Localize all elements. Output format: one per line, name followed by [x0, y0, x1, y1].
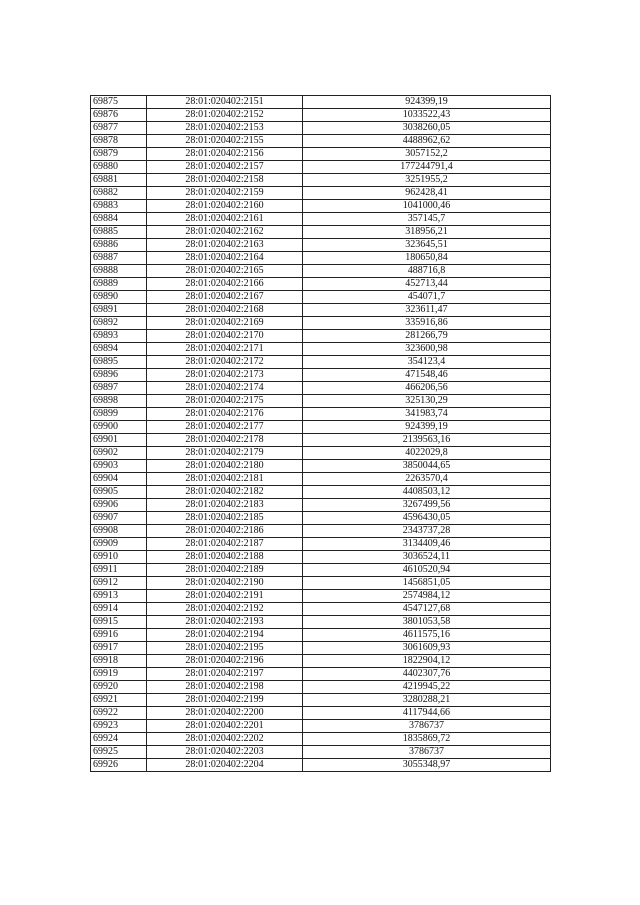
value-cell: 180650,84	[303, 252, 551, 265]
value-cell: 4219945,22	[303, 681, 551, 694]
cadastral-number-cell: 28:01:020402:2173	[147, 369, 303, 382]
cadastral-number-cell: 28:01:020402:2160	[147, 200, 303, 213]
value-cell: 4596430,05	[303, 512, 551, 525]
row-number-cell: 69883	[91, 200, 147, 213]
table-row	[91, 200, 551, 213]
value-cell: 1033522,43	[303, 109, 551, 122]
row-number-cell: 69876	[91, 109, 147, 122]
cadastral-number-cell: 28:01:020402:2201	[147, 720, 303, 733]
table-row	[91, 330, 551, 343]
table-row	[91, 668, 551, 681]
row-number-cell: 69891	[91, 304, 147, 317]
row-number-cell: 69875	[91, 96, 147, 109]
cadastral-number-cell: 28:01:020402:2197	[147, 668, 303, 681]
cadastral-number-cell: 28:01:020402:2153	[147, 122, 303, 135]
row-number-cell: 69877	[91, 122, 147, 135]
cadastral-number-cell: 28:01:020402:2170	[147, 330, 303, 343]
value-cell: 357145,7	[303, 213, 551, 226]
row-number-cell: 69919	[91, 668, 147, 681]
value-cell: 281266,79	[303, 330, 551, 343]
value-cell: 924399,19	[303, 421, 551, 434]
row-number-cell: 69880	[91, 161, 147, 174]
value-cell: 3786737	[303, 720, 551, 733]
table-row	[91, 616, 551, 629]
table-row	[91, 265, 551, 278]
value-cell: 1835869,72	[303, 733, 551, 746]
row-number-cell: 69882	[91, 187, 147, 200]
value-cell: 1456851,05	[303, 577, 551, 590]
cadastral-number-cell: 28:01:020402:2178	[147, 434, 303, 447]
row-number-cell: 69884	[91, 213, 147, 226]
value-cell: 3134409,46	[303, 538, 551, 551]
row-number-cell: 69895	[91, 356, 147, 369]
cadastral-number-cell: 28:01:020402:2163	[147, 239, 303, 252]
value-cell: 454071,7	[303, 291, 551, 304]
row-number-cell: 69905	[91, 486, 147, 499]
row-number-cell: 69901	[91, 434, 147, 447]
value-cell: 4402307,76	[303, 668, 551, 681]
row-number-cell: 69896	[91, 369, 147, 382]
row-number-cell: 69916	[91, 629, 147, 642]
table-row	[91, 408, 551, 421]
cadastral-number-cell: 28:01:020402:2157	[147, 161, 303, 174]
table-body	[91, 96, 551, 772]
cadastral-number-cell: 28:01:020402:2151	[147, 96, 303, 109]
table-row	[91, 304, 551, 317]
value-cell: 3038260,05	[303, 122, 551, 135]
table-row	[91, 161, 551, 174]
cadastral-number-cell: 28:01:020402:2168	[147, 304, 303, 317]
row-number-cell: 69904	[91, 473, 147, 486]
cadastral-number-cell: 28:01:020402:2159	[147, 187, 303, 200]
value-cell: 1041000,46	[303, 200, 551, 213]
row-number-cell: 69889	[91, 278, 147, 291]
table-row	[91, 590, 551, 603]
table-row	[91, 551, 551, 564]
value-cell: 354123,4	[303, 356, 551, 369]
row-number-cell: 69913	[91, 590, 147, 603]
value-cell: 962428,41	[303, 187, 551, 200]
cadastral-number-cell: 28:01:020402:2166	[147, 278, 303, 291]
value-cell: 3055348,97	[303, 759, 551, 772]
cadastral-number-cell: 28:01:020402:2188	[147, 551, 303, 564]
cadastral-number-cell: 28:01:020402:2165	[147, 265, 303, 278]
row-number-cell: 69921	[91, 694, 147, 707]
table-row	[91, 317, 551, 330]
table-row	[91, 655, 551, 668]
cadastral-number-cell: 28:01:020402:2158	[147, 174, 303, 187]
row-number-cell: 69911	[91, 564, 147, 577]
table-row	[91, 109, 551, 122]
cadastral-number-cell: 28:01:020402:2175	[147, 395, 303, 408]
cadastral-number-cell: 28:01:020402:2167	[147, 291, 303, 304]
row-number-cell: 69918	[91, 655, 147, 668]
value-cell: 3267499,56	[303, 499, 551, 512]
cadastral-value-table	[90, 95, 551, 772]
table-row	[91, 486, 551, 499]
table-row	[91, 226, 551, 239]
value-cell: 3280288,21	[303, 694, 551, 707]
cadastral-number-cell: 28:01:020402:2176	[147, 408, 303, 421]
table-row	[91, 460, 551, 473]
value-cell: 3251955,2	[303, 174, 551, 187]
table-row	[91, 96, 551, 109]
row-number-cell: 69923	[91, 720, 147, 733]
value-cell: 2263570,4	[303, 473, 551, 486]
row-number-cell: 69917	[91, 642, 147, 655]
value-cell: 4547127,68	[303, 603, 551, 616]
cadastral-number-cell: 28:01:020402:2186	[147, 525, 303, 538]
row-number-cell: 69903	[91, 460, 147, 473]
cadastral-number-cell: 28:01:020402:2180	[147, 460, 303, 473]
value-cell: 323611,47	[303, 304, 551, 317]
row-number-cell: 69922	[91, 707, 147, 720]
cadastral-number-cell: 28:01:020402:2189	[147, 564, 303, 577]
table-row	[91, 681, 551, 694]
value-cell: 3850044,65	[303, 460, 551, 473]
row-number-cell: 69900	[91, 421, 147, 434]
cadastral-number-cell: 28:01:020402:2187	[147, 538, 303, 551]
table-row	[91, 135, 551, 148]
value-cell: 924399,19	[303, 96, 551, 109]
value-cell: 4611575,16	[303, 629, 551, 642]
cadastral-number-cell: 28:01:020402:2199	[147, 694, 303, 707]
row-number-cell: 69906	[91, 499, 147, 512]
table-row	[91, 174, 551, 187]
value-cell: 471548,46	[303, 369, 551, 382]
value-cell: 323645,51	[303, 239, 551, 252]
row-number-cell: 69886	[91, 239, 147, 252]
row-number-cell: 69893	[91, 330, 147, 343]
cadastral-number-cell: 28:01:020402:2174	[147, 382, 303, 395]
value-cell: 3057152,2	[303, 148, 551, 161]
value-cell: 2139563,16	[303, 434, 551, 447]
row-number-cell: 69902	[91, 447, 147, 460]
row-number-cell: 69897	[91, 382, 147, 395]
row-number-cell: 69885	[91, 226, 147, 239]
value-cell: 3061609,93	[303, 642, 551, 655]
cadastral-number-cell: 28:01:020402:2204	[147, 759, 303, 772]
row-number-cell: 69920	[91, 681, 147, 694]
row-number-cell: 69887	[91, 252, 147, 265]
value-cell: 4488962,62	[303, 135, 551, 148]
row-number-cell: 69890	[91, 291, 147, 304]
value-cell: 3801053,58	[303, 616, 551, 629]
cadastral-number-cell: 28:01:020402:2161	[147, 213, 303, 226]
value-cell: 318956,21	[303, 226, 551, 239]
cadastral-number-cell: 28:01:020402:2182	[147, 486, 303, 499]
cadastral-number-cell: 28:01:020402:2200	[147, 707, 303, 720]
row-number-cell: 69898	[91, 395, 147, 408]
value-cell: 325130,29	[303, 395, 551, 408]
value-cell: 177244791,4	[303, 161, 551, 174]
table-row	[91, 525, 551, 538]
value-cell: 4610520,94	[303, 564, 551, 577]
cadastral-number-cell: 28:01:020402:2202	[147, 733, 303, 746]
row-number-cell: 69915	[91, 616, 147, 629]
value-cell: 4117944,66	[303, 707, 551, 720]
cadastral-number-cell: 28:01:020402:2152	[147, 109, 303, 122]
row-number-cell: 69879	[91, 148, 147, 161]
table-row	[91, 278, 551, 291]
table-row	[91, 447, 551, 460]
table-row	[91, 382, 551, 395]
table-row	[91, 499, 551, 512]
value-cell: 466206,56	[303, 382, 551, 395]
row-number-cell: 69914	[91, 603, 147, 616]
table-row	[91, 395, 551, 408]
row-number-cell: 69878	[91, 135, 147, 148]
table-row	[91, 538, 551, 551]
table-row	[91, 148, 551, 161]
row-number-cell: 69881	[91, 174, 147, 187]
cadastral-number-cell: 28:01:020402:2179	[147, 447, 303, 460]
table-row	[91, 252, 551, 265]
row-number-cell: 69907	[91, 512, 147, 525]
cadastral-number-cell: 28:01:020402:2169	[147, 317, 303, 330]
value-cell: 4408503,12	[303, 486, 551, 499]
value-cell: 4022029,8	[303, 447, 551, 460]
table-row	[91, 707, 551, 720]
table-row	[91, 434, 551, 447]
row-number-cell: 69909	[91, 538, 147, 551]
cadastral-number-cell: 28:01:020402:2192	[147, 603, 303, 616]
table-row	[91, 187, 551, 200]
row-number-cell: 69899	[91, 408, 147, 421]
value-cell: 3786737	[303, 746, 551, 759]
row-number-cell: 69910	[91, 551, 147, 564]
cadastral-number-cell: 28:01:020402:2191	[147, 590, 303, 603]
table-row	[91, 577, 551, 590]
table-row	[91, 213, 551, 226]
row-number-cell: 69912	[91, 577, 147, 590]
cadastral-number-cell: 28:01:020402:2203	[147, 746, 303, 759]
row-number-cell: 69908	[91, 525, 147, 538]
cadastral-number-cell: 28:01:020402:2195	[147, 642, 303, 655]
row-number-cell: 69894	[91, 343, 147, 356]
table-row	[91, 291, 551, 304]
row-number-cell: 69924	[91, 733, 147, 746]
cadastral-number-cell: 28:01:020402:2196	[147, 655, 303, 668]
cadastral-number-cell: 28:01:020402:2156	[147, 148, 303, 161]
cadastral-number-cell: 28:01:020402:2181	[147, 473, 303, 486]
value-cell: 2343737,28	[303, 525, 551, 538]
table-row	[91, 720, 551, 733]
value-cell: 341983,74	[303, 408, 551, 421]
table-row	[91, 239, 551, 252]
table-row	[91, 473, 551, 486]
table-row	[91, 122, 551, 135]
row-number-cell: 69888	[91, 265, 147, 278]
table-row	[91, 629, 551, 642]
table-row	[91, 421, 551, 434]
value-cell: 2574984,12	[303, 590, 551, 603]
value-cell: 452713,44	[303, 278, 551, 291]
table-row	[91, 759, 551, 772]
cadastral-number-cell: 28:01:020402:2177	[147, 421, 303, 434]
cadastral-number-cell: 28:01:020402:2162	[147, 226, 303, 239]
row-number-cell: 69892	[91, 317, 147, 330]
table-row	[91, 603, 551, 616]
cadastral-number-cell: 28:01:020402:2183	[147, 499, 303, 512]
cadastral-number-cell: 28:01:020402:2198	[147, 681, 303, 694]
table-row	[91, 343, 551, 356]
cadastral-number-cell: 28:01:020402:2155	[147, 135, 303, 148]
cadastral-number-cell: 28:01:020402:2164	[147, 252, 303, 265]
value-cell: 488716,8	[303, 265, 551, 278]
value-cell: 323600,98	[303, 343, 551, 356]
table-row	[91, 642, 551, 655]
cadastral-number-cell: 28:01:020402:2193	[147, 616, 303, 629]
row-number-cell: 69926	[91, 759, 147, 772]
cadastral-number-cell: 28:01:020402:2190	[147, 577, 303, 590]
row-number-cell: 69925	[91, 746, 147, 759]
table-row	[91, 512, 551, 525]
table-row	[91, 733, 551, 746]
table-row	[91, 564, 551, 577]
cadastral-number-cell: 28:01:020402:2185	[147, 512, 303, 525]
table-row	[91, 746, 551, 759]
value-cell: 1822904,12	[303, 655, 551, 668]
cadastral-number-cell: 28:01:020402:2194	[147, 629, 303, 642]
value-cell: 3036524,11	[303, 551, 551, 564]
value-cell: 335916,86	[303, 317, 551, 330]
table-row	[91, 356, 551, 369]
cadastral-number-cell: 28:01:020402:2171	[147, 343, 303, 356]
table-row	[91, 369, 551, 382]
cadastral-number-cell: 28:01:020402:2172	[147, 356, 303, 369]
table-row	[91, 694, 551, 707]
